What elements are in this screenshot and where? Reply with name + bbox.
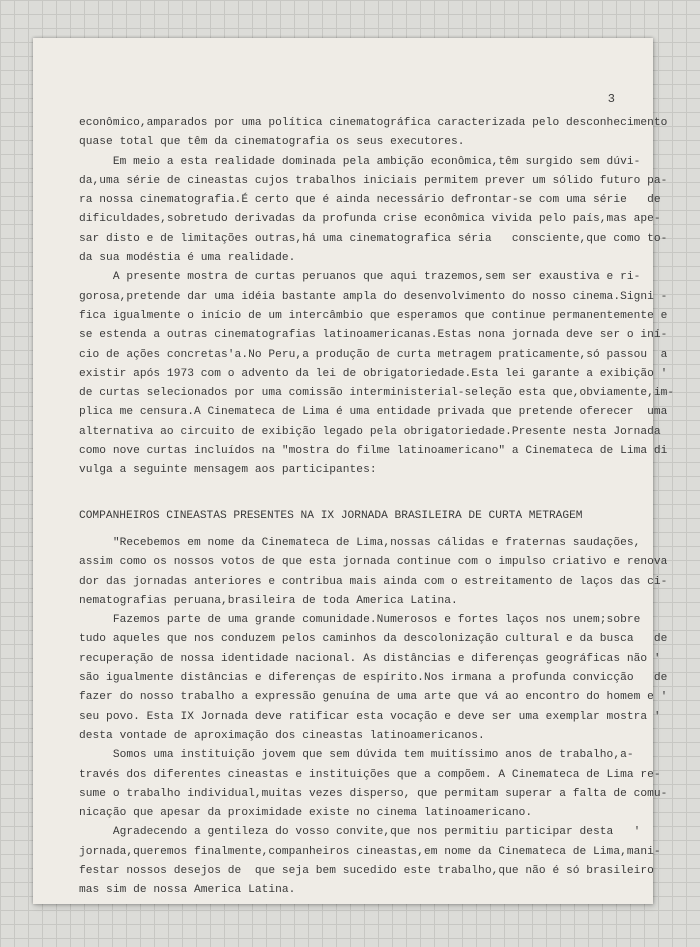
letter-line: Agradecendo a gentileza do vosso convite,que nos permitiu participar desta ' — [79, 826, 641, 839]
page-text — [79, 114, 675, 901]
letter-line: assim como os nossos votos de que esta jornada continue com o impulso criativo e renova — [79, 556, 668, 569]
letter-line: dor das jornadas anteriores e contribua mais ainda com o estreitamento de laços das ci- — [79, 575, 668, 588]
body-line: alternativa ao circuito de exibição legado pela obrigatoriedade.Presente nesta Jornada — [79, 425, 661, 438]
letter-line: Somos uma instituição jovem que sem dúvida tem muitíssimo anos de trabalho,a- — [79, 749, 634, 762]
letter-line: "Recebemos em nome da Cinemateca de Lima,nossas cálidas e fraternas saudações, — [79, 536, 641, 549]
body-line: da,uma série de cineastas cujos trabalhos iniciais permitem prever um sólido futuro pa- — [79, 174, 668, 187]
body-line: de curtas selecionados por uma comissão interministerial-seleção esta que,obviamente,im- — [79, 387, 675, 400]
letter-line: Fazemos parte de uma grande comunidade.Numerosos e fortes laços nos unem;sobre — [79, 614, 641, 627]
body-line: Em meio a esta realidade dominada pela ambição econômica,têm surgido sem dúvi- — [79, 155, 641, 168]
body-line: gorosa,pretende dar uma idéia bastante ampla do desenvolvimento do nosso cinema.Signi - — [79, 290, 668, 303]
letter-line: fazer do nosso trabalho a expressão genuína de uma arte que vá ao encontro do homem e ' — [79, 691, 668, 704]
letter-line: recuperação de nossa identidade nacional. As distâncias e diferenças geográficas não ' — [79, 652, 661, 665]
body-line: se estenda a outras cinematografias latinoamericanas.Estas nona jornada deve ser o iní- — [79, 329, 668, 342]
body-line: quase total que têm da cinematografia os seus executores. — [79, 136, 465, 149]
letter-line: nicação que apesar da proximidade existe no cinema latinoamericano. — [79, 807, 533, 820]
letter-line: seu povo. Esta IX Jornada deve ratificar esta vocação e deve ser uma exemplar mostra ' — [79, 710, 661, 723]
letter-line: mas sim de nossa America Latina. — [79, 884, 296, 897]
letter-line: nematografias peruana,brasileira de toda America Latina. — [79, 594, 458, 607]
letter-line: jornada,queremos finalmente,companheiros cineastas,em nome da Cinemateca de Lima,mani- — [79, 845, 661, 858]
body-line: econômico,amparados por uma política cinematográfica caracterizada pelo desconhecimento — [79, 117, 668, 129]
body-line: ra nossa cinematografia.É certo que é ainda necessário defrontar-se com uma série de — [79, 194, 661, 207]
letter-line: través dos diferentes cineastas e instituições que a compõem. A Cinemateca de Lima re- — [79, 768, 661, 781]
body-line: fica igualmente o início de um intercâmbio que esperamos que continue permanentemente e — [79, 309, 668, 322]
page-number: 3 — [607, 92, 615, 106]
body-line: da sua modéstia é uma realidade. — [79, 252, 296, 265]
body-line: plica me censura.A Cinemateca de Lima é uma entidade privada que pretende oferecer uma — [79, 406, 668, 419]
typewritten-page — [33, 38, 675, 904]
body-line: existir após 1973 com o advento da lei de obrigatoriedade.Esta lei garante a exibição ' — [79, 367, 668, 380]
letter-line: desta vontade de aproximação dos cineastas latinoamericanos. — [79, 729, 485, 742]
letter-line: sume o trabalho individual,muitas vezes disperso, que permitam superar a falta de comu- — [79, 787, 668, 800]
body-line: cio de ações concretas'a.No Peru,a produção de curta metragem praticamente,só passou a — [79, 348, 668, 361]
body-line: dificuldades,sobretudo derivadas da profunda crise econômica vivida pelo país,mas ape- — [79, 213, 661, 226]
body-line: como nove curtas incluídos na "mostra do filme latinoamericano" a Cinemateca de Lima di — [79, 445, 668, 458]
body-line: sar disto e de limitações outras,há uma cinematografica séria consciente,que como to- — [79, 232, 668, 245]
letter-line: são igualmente distâncias e diferenças de espírito.Nos irmana a profunda convicção de — [79, 672, 668, 685]
letter-line: tudo aqueles que nos conduzem pelos caminhos da descolonização cultural e da busca de — [79, 633, 668, 646]
body-line: A presente mostra de curtas peruanos que aqui trazemos,sem ser exaustiva e ri- — [79, 271, 641, 284]
letter-line: festar nossos desejos de que seja bem sucedido este trabalho,que não é só brasileiro — [79, 864, 654, 877]
body-line: vulga a seguinte mensagem aos participantes: — [79, 464, 377, 477]
letter-heading: COMPANHEIROS CINEASTAS PRESENTES NA IX JORNADA BRASILEIRA DE CURTA METRAGEM — [79, 509, 583, 522]
